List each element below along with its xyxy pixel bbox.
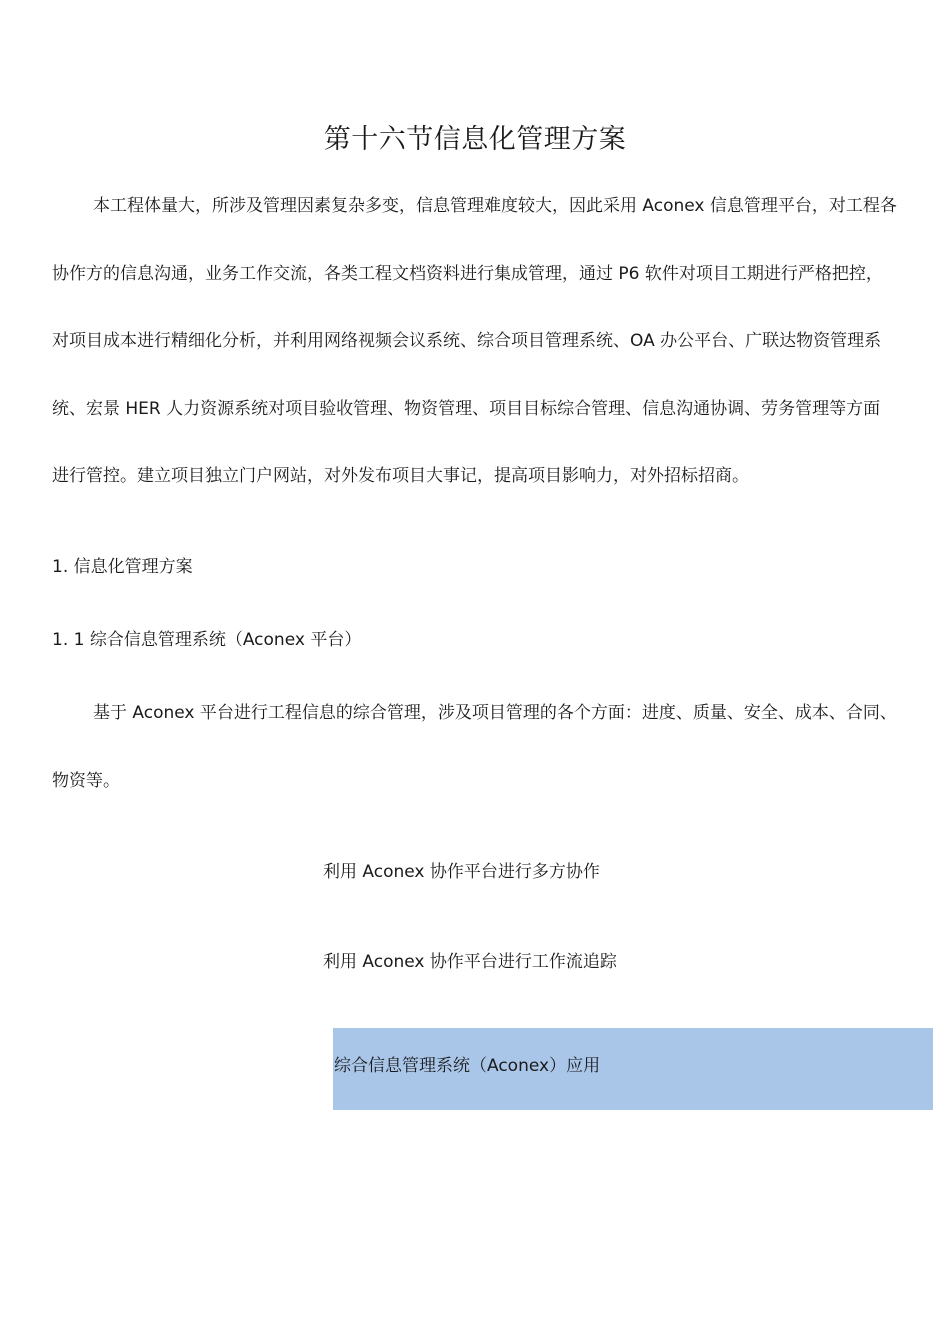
body-line: 物资等。 <box>52 770 120 791</box>
intro-line: 本工程体量大，所涉及管理因素复杂多变，信息管理难度较大，因此采用 Aconex 信息管理平台，对工程各 <box>93 196 897 216</box>
body-line: 基于 Aconex 平台进行工程信息的综合管理，涉及项目管理的各个方面：进度、质量、安全、成本、合同、 <box>93 703 897 723</box>
section-heading-1-1: 1. 1 综合信息管理系统（Aconex 平台） <box>52 630 362 650</box>
highlight-label: 综合信息管理系统（Aconex）应用 <box>334 1056 601 1076</box>
page-title: 第十六节信息化管理方案 <box>323 124 627 155</box>
body-paragraph <box>52 680 932 815</box>
highlight-box <box>333 1028 933 1110</box>
figure-caption: 利用 Aconex 协作平台进行工作流追踪 <box>323 952 617 972</box>
intro-line: 对项目成本进行精细化分析，并利用网络视频会议系统、综合项目管理系统、OA 办公平台、广联达物资管理系 <box>52 331 882 351</box>
intro-paragraph <box>52 173 932 511</box>
section-heading-1: 1. 信息化管理方案 <box>52 557 193 577</box>
intro-line: 协作方的信息沟通，业务工作交流，各类工程文档资料进行集成管理，通过 P6 软件对项目工期进行严格把控， <box>52 263 883 284</box>
intro-line: 进行管控。建立项目独立门户网站，对外发布项目大事记，提高项目影响力，对外招标招商。 <box>52 466 749 486</box>
intro-line: 统、宏景 HER 人力资源系统对项目验收管理、物资管理、项目目标综合管理、信息沟通协调、劳务管理等方面 <box>52 398 881 419</box>
figure-caption: 利用 Aconex 协作平台进行多方协作 <box>323 862 600 882</box>
